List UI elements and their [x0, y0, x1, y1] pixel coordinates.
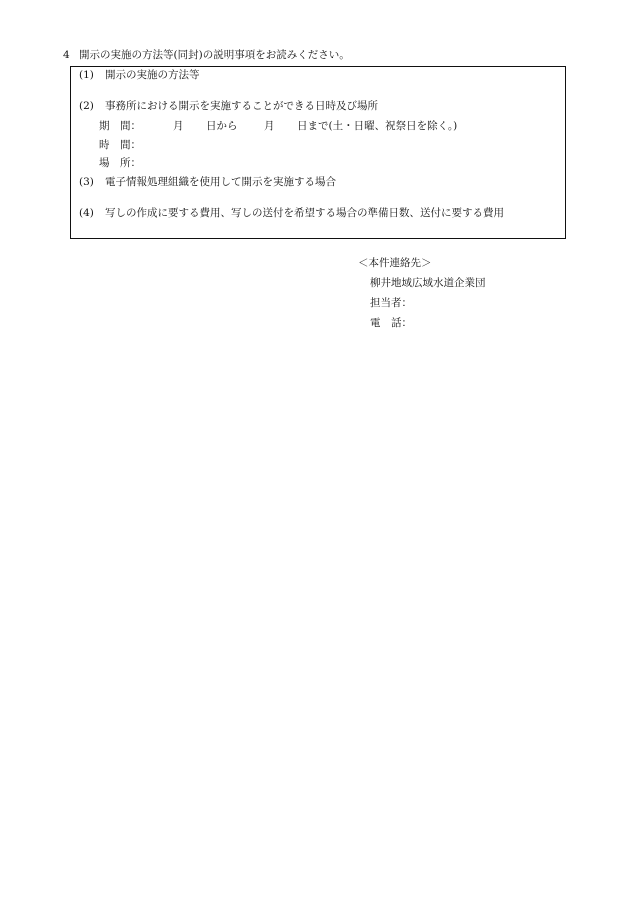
period-until: 日まで(土・日曜、祝祭日を除く。): [297, 120, 458, 132]
item-2-text: 事務所における開示を実施することができる日時及び場所: [105, 100, 378, 112]
time-label: 時 間：: [99, 139, 141, 151]
item-1-text: 開示の実施の方法等: [105, 69, 200, 81]
period-from: 日から: [206, 120, 238, 132]
item-3-text: 電子情報処理組織を使用して開示を実施する場合: [105, 176, 336, 188]
item-1-number: (1): [79, 69, 94, 81]
item-4-text: 写しの作成に要する費用、写しの送付を希望する場合の準備日数、送付に要する費用: [105, 207, 504, 219]
contact-header: ＜本件連絡先＞: [358, 257, 432, 269]
place-label: 場 所：: [99, 157, 141, 169]
period-month-2: 月: [264, 120, 275, 132]
item-3-number: (3): [79, 176, 94, 188]
item-2-number: (2): [79, 100, 94, 112]
contact-person-label: 担当者：: [370, 297, 412, 309]
contact-organization: 柳井地域広域水道企業団: [370, 277, 486, 289]
period-month-1: 月: [173, 120, 184, 132]
period-label: 期 間：: [99, 120, 141, 132]
item-4-number: (4): [79, 207, 94, 219]
contact-phone-label: 電 話：: [370, 317, 412, 329]
section-heading: 開示の実施の方法等(同封)の説明事項をお読みください。: [79, 49, 350, 61]
section-number: 4: [63, 49, 70, 61]
